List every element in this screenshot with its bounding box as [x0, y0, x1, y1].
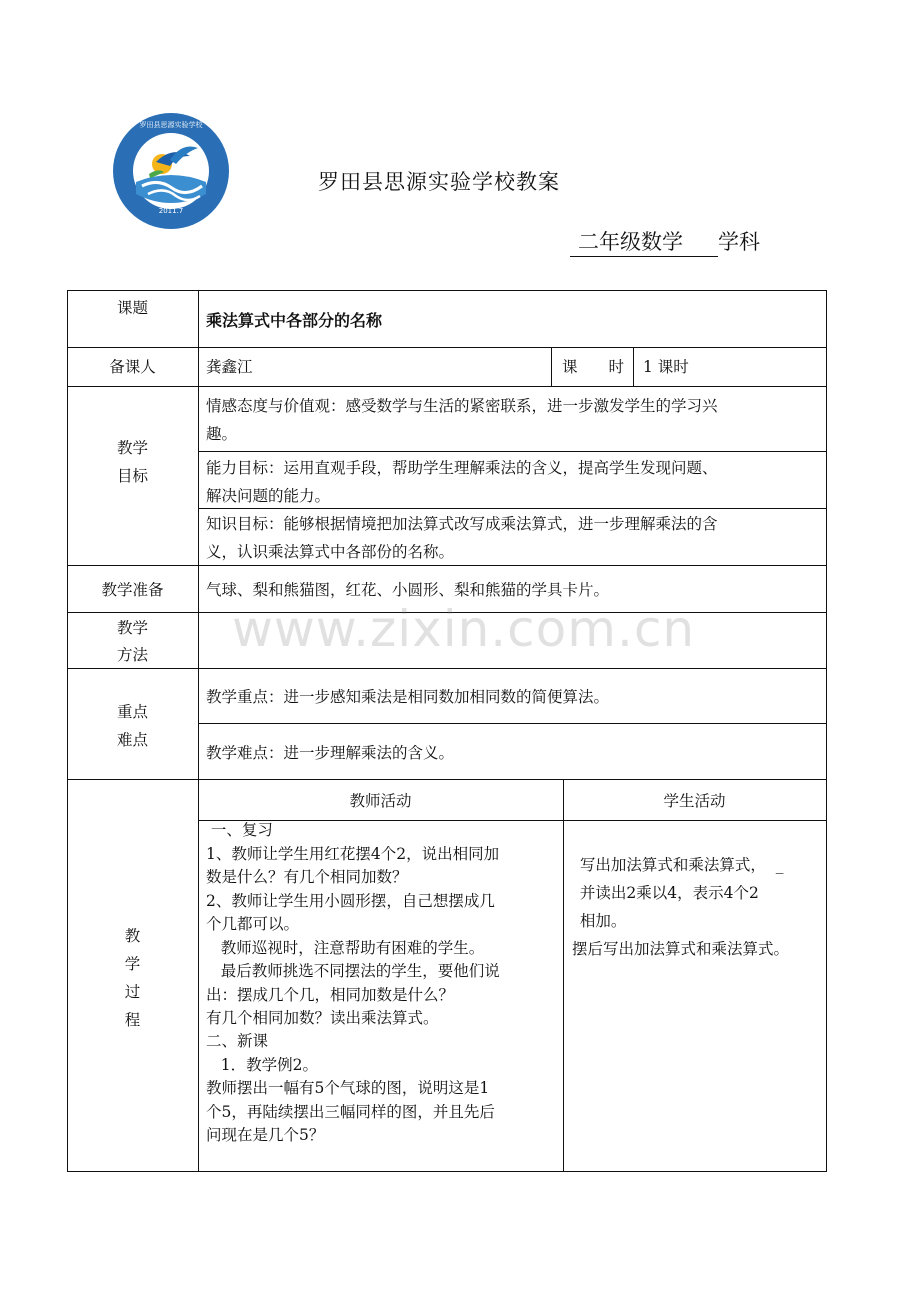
student-activity-header: 学生活动: [663, 792, 726, 810]
teacher-line: 1．教学例2。: [206, 1056, 319, 1074]
student-line: 相加。: [575, 912, 627, 930]
teacher-line: 有几个相同加数？读出乘法算式。: [206, 1009, 439, 1027]
key-label-2: 难点: [116, 731, 148, 749]
difficulty: 教学难点：进一步理解乘法的含义。: [206, 744, 455, 762]
process-label-3: 过: [124, 983, 141, 1001]
student-line: 摆后写出加法算式和乘法算式。: [572, 940, 790, 958]
subject-grade: 二年级数学: [570, 226, 718, 257]
goal-knowledge-line-2: 义，认识乘法算式中各部份的名称。: [206, 543, 455, 561]
goal-emotion-line-1: 情感态度与价值观：感受数学与生活的紧密联系，进一步激发学生的学习兴: [206, 397, 718, 415]
goal-ability-line-2: 解决问题的能力。: [206, 487, 331, 505]
watermark: www.zixin.com.cn: [232, 600, 696, 658]
preparer-label: 备课人: [109, 358, 156, 376]
prep-value: 气球、梨和熊猫图，红花、小圆形、梨和熊猫的学具卡片。: [206, 581, 610, 599]
teacher-line: 1、教师让学生用红花摆4个2，说出相同加: [206, 845, 500, 863]
teacher-line: 二、新课: [206, 1032, 269, 1050]
teacher-activity-header: 教师活动: [349, 792, 412, 810]
student-line: 并读出2乘以4，表示4个2: [575, 884, 759, 902]
teacher-line: 个5，再陆续摆出三幅同样的图，并且先后: [206, 1103, 495, 1121]
teacher-line: 2、教师让学生用小圆形摆，自己想摆成几: [206, 892, 495, 910]
teacher-line: 一、复习: [206, 821, 273, 839]
goal-ability-line-1: 能力目标：运用直观手段，帮助学生理解乘法的含义，提高学生发现问题、: [206, 459, 718, 477]
logo-ring-text-cn: 罗田县思源实验学校: [139, 121, 203, 129]
topic-value: 乘法算式中各部分的名称: [206, 311, 383, 330]
goals-label-2: 目标: [116, 467, 148, 485]
student-line: 写出加法算式和乘法算式， _: [575, 856, 784, 874]
preparer-value: 龚鑫江: [206, 358, 253, 376]
teacher-line: 最后教师挑选不同摆法的学生，要他们说: [206, 962, 500, 980]
prep-label: 教学准备: [101, 581, 164, 599]
key-point: 教学重点：进一步感知乘法是相同数加相同数的简便算法。: [206, 688, 610, 706]
method-label-1: 教学: [116, 619, 148, 637]
topic-label: 课题: [116, 299, 148, 317]
teacher-line: 出：摆成几个几，相同加数是什么？: [206, 986, 455, 1004]
subject-suffix: 学科: [718, 230, 760, 254]
school-title: 罗田县思源实验学校教案: [318, 170, 560, 194]
process-label-1: 教: [124, 927, 141, 945]
goals-label-1: 教学: [116, 439, 148, 457]
teacher-line: 问现在是几个5？: [206, 1126, 325, 1144]
process-label-2: 学: [124, 955, 141, 973]
teacher-line: 教师摆出一幅有5个气球的图，说明这是1: [206, 1079, 490, 1097]
school-logo: [112, 112, 230, 230]
logo-year: 2011.7: [158, 207, 184, 215]
teacher-line: 数是什么？有几个相同加数？: [206, 868, 408, 886]
subject-line: [570, 226, 760, 257]
period-value: 1 课时: [643, 358, 689, 376]
method-label-2: 方法: [116, 646, 148, 664]
key-label-1: 重点: [116, 703, 148, 721]
goal-emotion-line-2: 趣。: [206, 425, 238, 443]
teacher-line: 教师巡视时，注意帮助有困难的学生。: [206, 939, 485, 957]
period-label: 课 时: [562, 358, 625, 376]
process-label-4: 程: [124, 1011, 141, 1029]
goal-knowledge-line-1: 知识目标：能够根据情境把加法算式改写成乘法算式，进一步理解乘法的含: [206, 515, 718, 533]
teacher-line: 个几都可以。: [206, 915, 300, 933]
